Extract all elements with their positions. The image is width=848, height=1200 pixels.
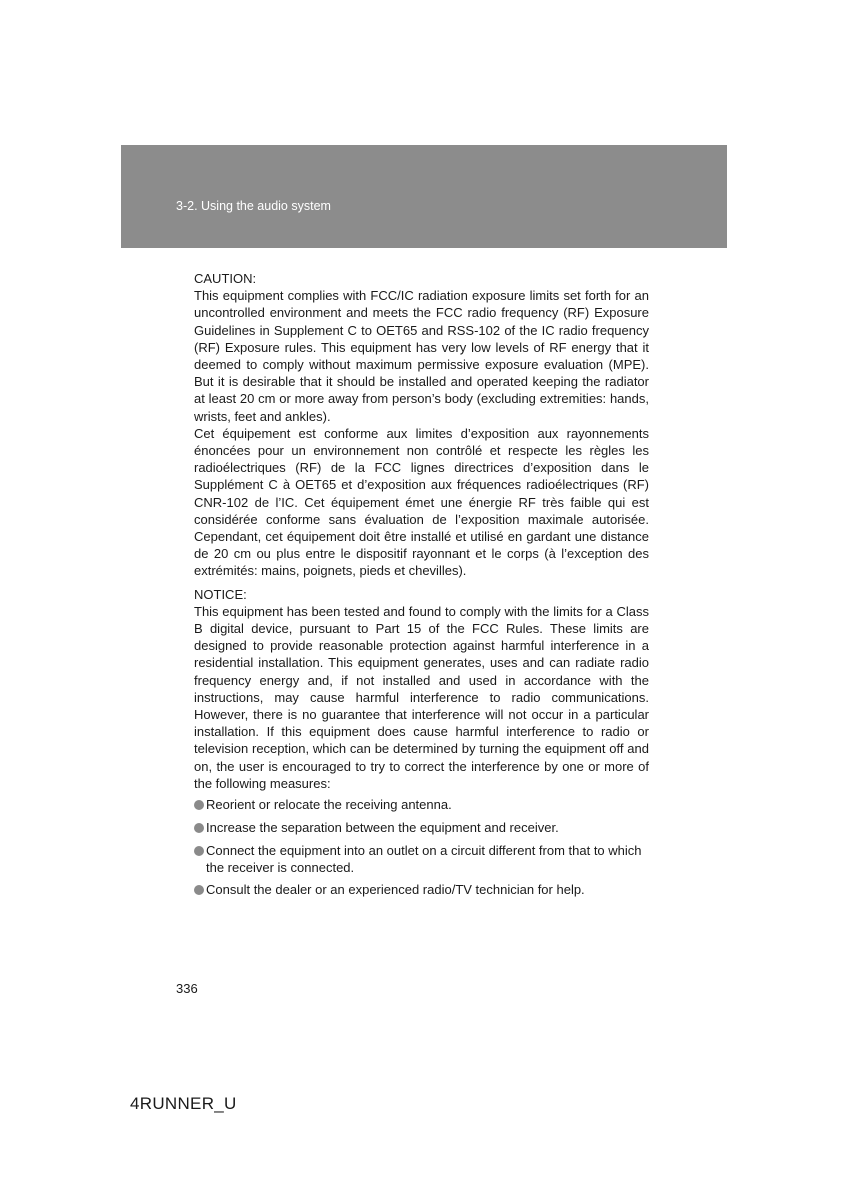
section-header-band bbox=[121, 145, 727, 248]
list-item bbox=[194, 842, 649, 876]
list-item bbox=[194, 819, 649, 836]
list-item bbox=[194, 881, 649, 898]
caution-french-text: Cet équipement est conforme aux limites d’exposition aux rayonnements énoncées pour un environnement non contrôlé et respecte les règles les radioélectriques (RF) de la FCC lignes directrices d’exposition dans le Supplément C à OET65 et d’exposition aux fréquences radioélectriques (RF) CNR-102 de l’IC. Cet équipement émet une énergie RF très faible qui est considérée conforme sans évaluation de l’exposition maximale autorisée. Cependant, cet équipement doit être installé et utilisé en gardant une distance de 20 cm ou plus entre le dispositif rayonnant et le corps (à l’exception des extrémités: mains, poignets, pieds et chevilles). bbox=[194, 425, 649, 579]
page-content bbox=[194, 270, 649, 899]
list-item bbox=[194, 796, 649, 813]
model-code: 4RUNNER_U bbox=[130, 1094, 237, 1113]
caution-heading: CAUTION: bbox=[194, 271, 257, 286]
measure-text: Connect the equipment into an outlet on a circuit different from that to which the receiver is connected. bbox=[206, 842, 642, 875]
measure-text: Reorient or relocate the receiving antenna. bbox=[206, 797, 452, 813]
notice-text: This equipment has been tested and found to comply with the limits for a Class B digital device, pursuant to Part 15 of the FCC Rules. These limits are designed to provide reasonable protection against harmful interference in a residential installation. This equipment generates, uses and can radiate radio frequency energy and, if not installed and used in accordance with the instructions, may cause harmful interference to radio communications. However, there is no guarantee that interference will not occur in a particular installation. If this equipment does cause harmful interference to radio or television reception, which can be determined by turning the equipment off and on, the user is encouraged to try to correct the interference by one or more of the following measures: bbox=[194, 603, 649, 791]
page-number: 336 bbox=[176, 981, 198, 996]
bullet-icon bbox=[194, 846, 204, 856]
bullet-icon bbox=[194, 823, 204, 833]
measure-text: Consult the dealer or an experienced radio/TV technician for help. bbox=[206, 882, 585, 898]
notice-heading: NOTICE: bbox=[194, 586, 247, 602]
section-title: 3-2. Using the audio system bbox=[176, 199, 331, 213]
bullet-icon bbox=[194, 800, 204, 810]
caution-english-text: This equipment complies with FCC/IC radiation exposure limits set forth for an uncontrolled environment and meets the FCC radio frequency (RF) Exposure Guidelines in Supplement C to OET65 and RSS-102 of the IC radio frequency (RF) Exposure rules. This equipment has very low levels of RF energy that it deemed to comply without maximum permissive exposure evaluation (MPE). But it is desirable that it should be installed and operated keeping the radiator at least 20 cm or more away from person’s body (excluding extremities: hands, wrists, feet and ankles). bbox=[194, 288, 649, 424]
measures-list bbox=[194, 796, 649, 899]
bullet-icon bbox=[194, 885, 204, 895]
measure-text: Increase the separation between the equipment and receiver. bbox=[206, 819, 559, 835]
